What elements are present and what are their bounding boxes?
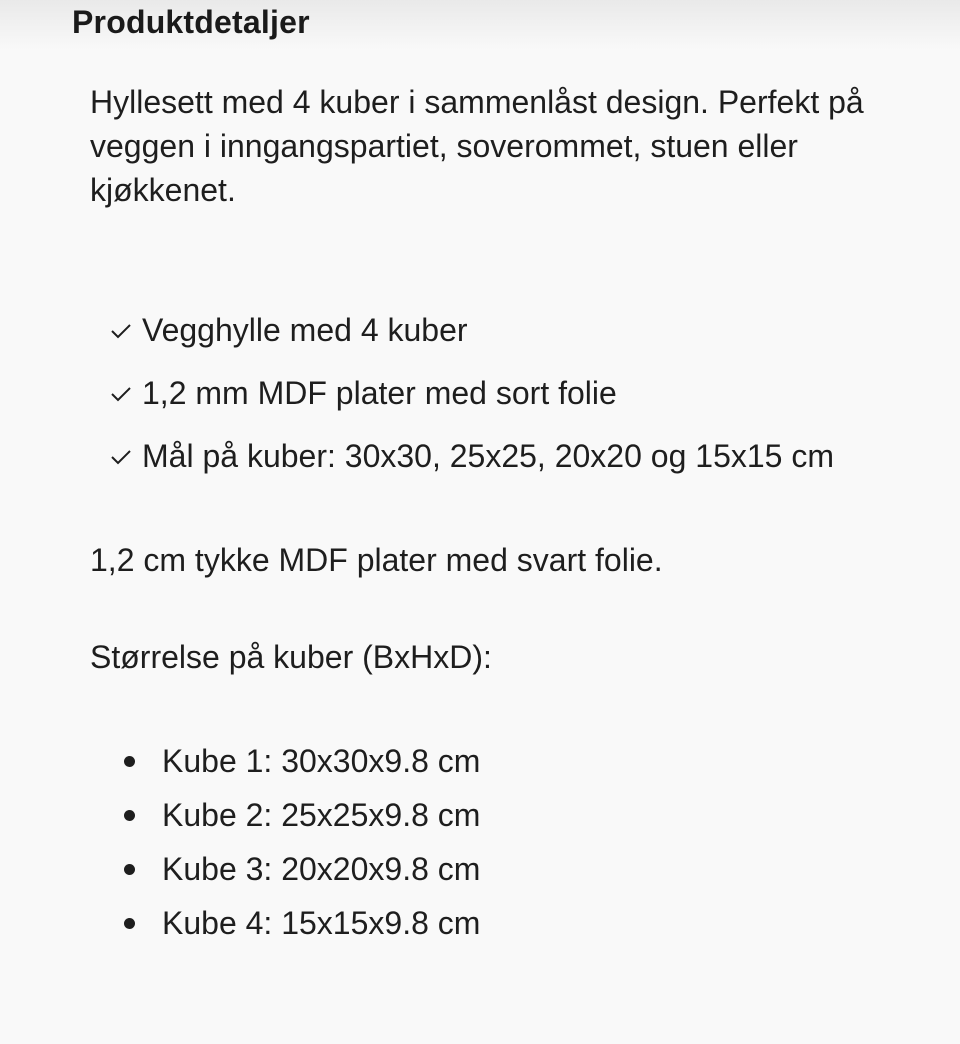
material-text: 1,2 cm tykke MDF plater med svart folie. [90,542,663,578]
check-icon [110,308,132,352]
check-icon [110,434,132,478]
feature-item [90,434,890,478]
bullet-icon [124,810,135,821]
size-label: Kube 2: 25x25x9.8 cm [162,797,481,833]
size-label: Kube 3: 20x20x9.8 cm [162,851,481,887]
check-icon [110,371,132,415]
feature-item [90,371,890,415]
feature-label: Vegghylle med 4 kuber [142,312,468,348]
bullet-icon [124,918,135,929]
product-description [90,80,890,950]
size-item [90,734,890,788]
size-label: Kube 4: 15x15x9.8 cm [162,905,481,941]
bullet-icon [124,756,135,767]
size-item [90,842,890,896]
section-title: Produktdetaljer [72,4,310,40]
size-label: Kube 1: 30x30x9.8 cm [162,743,481,779]
feature-list [90,308,890,478]
intro-text: Hyllesett med 4 kuber i sammenlåst design. Perfekt på veggen i inngangspartiet, soverommet, stuen eller kjøkkenet. [90,84,864,208]
feature-item [90,308,890,352]
size-item [90,896,890,950]
size-item [90,788,890,842]
size-list [90,734,890,950]
feature-label: Mål på kuber: 30x30, 25x25, 20x20 og 15x15 cm [142,438,834,474]
feature-label: 1,2 mm MDF plater med sort folie [142,375,617,411]
size-heading: Størrelse på kuber (BxHxD): [90,639,492,675]
bullet-icon [124,864,135,875]
